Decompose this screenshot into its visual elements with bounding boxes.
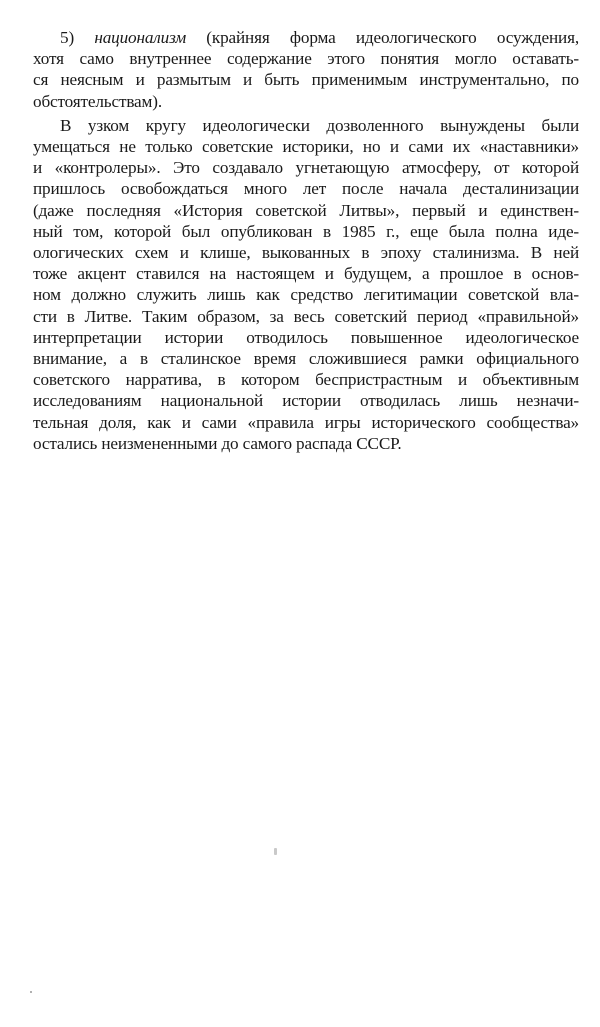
text-line: ном должно служить лишь как средство легитимации советской вла- <box>33 285 579 305</box>
text-line: В узком кругу идеологически дозволенного вынуждены были <box>60 115 579 135</box>
scan-speck <box>274 848 277 855</box>
text-line <box>33 27 579 48</box>
list-number: 5) <box>60 28 75 47</box>
paragraph-1 <box>33 27 579 112</box>
text-line: ологических схем и клише, выкованных в эпоху сталинизма. В ней <box>33 243 579 263</box>
text-line: сти в Литве. Таким образом, за весь советский период «правильной» <box>33 306 579 326</box>
line-text: (крайняя форма идеологического осуждения, <box>186 28 579 47</box>
page-text <box>33 27 579 454</box>
text-line: умещаться не только советские историки, но и сами их «наставники» <box>33 137 579 157</box>
text-line: ный том, которой был опубликован в 1985 г., еще была полна иде- <box>33 221 579 241</box>
scan-dot <box>30 991 32 993</box>
text-line: пришлось освобождаться много лет после начала десталинизации <box>33 179 579 199</box>
text-line: ся неясным и размытым и быть применимым инструментально, по <box>33 70 579 90</box>
text-line: советского нарратива, в котором беспристрастным и объективным <box>33 370 579 390</box>
text-line: тоже акцент ставился на настоящем и будущем, а прошлое в основ- <box>33 264 579 284</box>
text-line: (даже последняя «История советской Литвы», первый и единствен- <box>33 200 579 220</box>
italic-term: национализм <box>94 28 187 47</box>
text-line: остались неизмененными до самого распада СССР. <box>33 433 402 453</box>
text-line: и «контролеры». Это создавало угнетающую атмосферу, от которой <box>33 158 579 178</box>
text-line: исследованиям национальной истории отводилась лишь незначи- <box>33 391 579 411</box>
text-line: тельная доля, как и сами «правила игры исторического сообщества» <box>33 412 579 432</box>
paragraph-2 <box>33 115 579 454</box>
text-line: обстоятельствам). <box>33 91 162 111</box>
text-line: интерпретации истории отводилось повышенное идеологическое <box>33 327 579 347</box>
text-line: внимание, а в сталинское время сложившиеся рамки официального <box>33 349 579 369</box>
text-line: хотя само внутреннее содержание этого понятия могло оставать- <box>33 49 579 69</box>
